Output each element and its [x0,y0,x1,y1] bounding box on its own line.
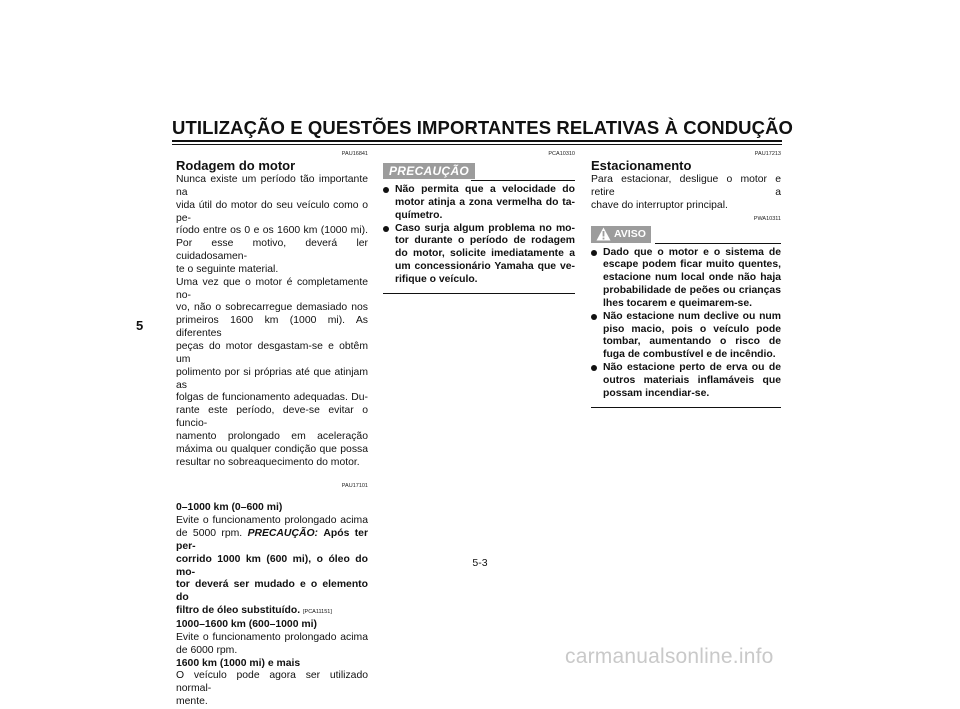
text-line: Para estacionar, desligue o motor e retire a [591,174,781,198]
caution-end-rule [383,293,575,294]
text-line: Não estacione num declive ou num [603,310,781,322]
warning-end-rule [591,407,781,408]
text-line: peças do motor desgastam-se e obtêm um [176,340,368,365]
text-line: de 6000 rpm. [176,644,238,656]
text-line: resultar no sobreaquecimento do motor. [176,456,360,468]
text-line: estacione num local onde não haja [603,272,781,284]
title-rule-thin [172,144,782,145]
warning-badge [591,226,651,243]
text-line: rifique o veículo. [395,273,478,285]
text-line: polimento por si próprias até que atinjam as [176,366,368,391]
text-line: probabilidade de peões ou crianças [603,285,781,297]
text-span-bold: filtro de óleo substituído. [176,605,301,617]
section-code: PAU17213 [754,151,781,157]
caution-list [383,184,575,287]
section-code: PAU17101 [341,483,368,490]
text-line: vo, não o sobrecarregue demasiado nos [176,302,368,314]
text-line: namento prolongado em aceleração [176,430,368,442]
text-line: um concessionário Yamaha que ve- [395,261,575,273]
text-line: fuga de combustível e de incêndio. [603,349,776,361]
text-line: do motor, solicite imediatamente a [395,248,575,260]
text-line: Não estacione perto de erva ou de [603,362,781,374]
column-middle [383,150,575,294]
text-line: vida útil do motor do seu veículo como o pe- [176,199,368,224]
section-heading-break-in: Rodagem do motor [176,158,296,173]
list-item [383,223,575,287]
text-line-bold: corrido 1000 km (600 mi), o óleo do mo- [176,553,368,578]
bullet-icon [591,314,597,320]
text-span-bold: Após ter per- [176,528,368,552]
caution-rule [471,180,575,181]
text-line: Evite o funcionamento prolongado acima [176,631,368,643]
column-left [176,150,368,709]
warning-triangle-icon [596,227,611,241]
bullet-icon [383,187,389,193]
watermark: carmanualsonline.info [565,645,774,668]
subheading-1000-1600: 1000–1600 km (600–1000 mi) [176,619,317,630]
chapter-tab: 5 [136,318,144,333]
page-number: 5-3 [472,557,488,569]
text-line: Evite o funcionamento prolongado acima [176,515,368,527]
caution-badge: PRECAUÇÃO [383,163,475,179]
text-line: folgas de funcionamento adequadas. Du- [176,392,368,404]
list-item [383,184,575,223]
text-line: motor atinja a zona vermelha do ta- [395,196,575,208]
text-line: Uma vez que o motor é completamente no- [176,276,368,301]
reference-code: [PCA11151] [303,609,332,616]
text-line: Caso surja algum problema no mo- [395,222,575,234]
text-line: Não permita que a velocidade do [395,184,575,195]
bullet-icon [383,226,389,232]
text-line-mixed [176,528,368,554]
caution-header [383,160,575,182]
warning-list [591,247,781,401]
text-line: máxima ou qualquer condição que possa [176,443,368,455]
text-line: ríodo entre os 0 e os 1600 km (1000 mi). [176,225,368,237]
subheading-0-1000: 0–1000 km (0–600 mi) [176,502,283,514]
text-line: outros materiais inflamáveis que [603,374,781,386]
text-line: escape podem ficar muito quentes, [603,259,781,271]
text-line: Nunca existe um período tão importante na [176,174,368,198]
bullet-icon [591,250,597,256]
text-line: piso macio, pois o veículo pode [603,323,781,335]
text-line: lhes tocarem e queimarem-se. [603,297,753,309]
warning-label: AVISO [614,227,646,240]
text-line: tombar, aumentando o risco de [603,336,781,348]
text-line-bold: tor deverá ser mudado e o elemento do [176,579,368,604]
text-line: Dado que o motor e o sistema de [603,246,781,258]
text-line: Por esse motivo, deverá ler cuidadosamen- [176,238,368,263]
section-code: PAU16841 [341,151,368,157]
text-line: O veículo pode agora ser utilizado normal- [176,670,368,695]
text-line: te o seguinte material. [176,263,279,275]
section-code: PCA10310 [548,151,575,157]
text-line: primeiros 1600 km (1000 mi). As diferentes [176,315,368,340]
warning-header [591,223,781,245]
title-rule-thick [172,140,782,142]
section-code: PWA10311 [753,215,781,222]
text-span: de 5000 rpm. [176,528,243,540]
text-line: possam incendiar-se. [603,387,710,399]
bullet-icon [591,365,597,371]
section-heading-parking: Estacionamento [591,158,692,173]
text-line: químetro. [395,209,443,221]
text-line: tor durante o período de rodagem [395,235,575,247]
text-line: rante este período, deve-se evitar o funcio- [176,405,368,430]
text-line-mixed [176,605,368,619]
list-item [591,311,781,362]
list-item [591,247,781,311]
column-right [591,150,781,408]
caution-inline-label: PRECAUÇÃO: [247,528,318,540]
page-title: UTILIZAÇÃO E QUESTÕES IMPORTANTES RELATIVAS À CONDUÇÃO [172,117,794,138]
list-item [591,362,781,401]
text-line: mente. [176,696,208,708]
subheading-1600-plus: 1600 km (1000 mi) e mais [176,657,301,669]
warning-rule [655,243,781,244]
paragraph-new-engine [176,277,368,470]
paragraph-intro [176,174,368,277]
text-line: chave do interruptor principal. [591,199,728,211]
